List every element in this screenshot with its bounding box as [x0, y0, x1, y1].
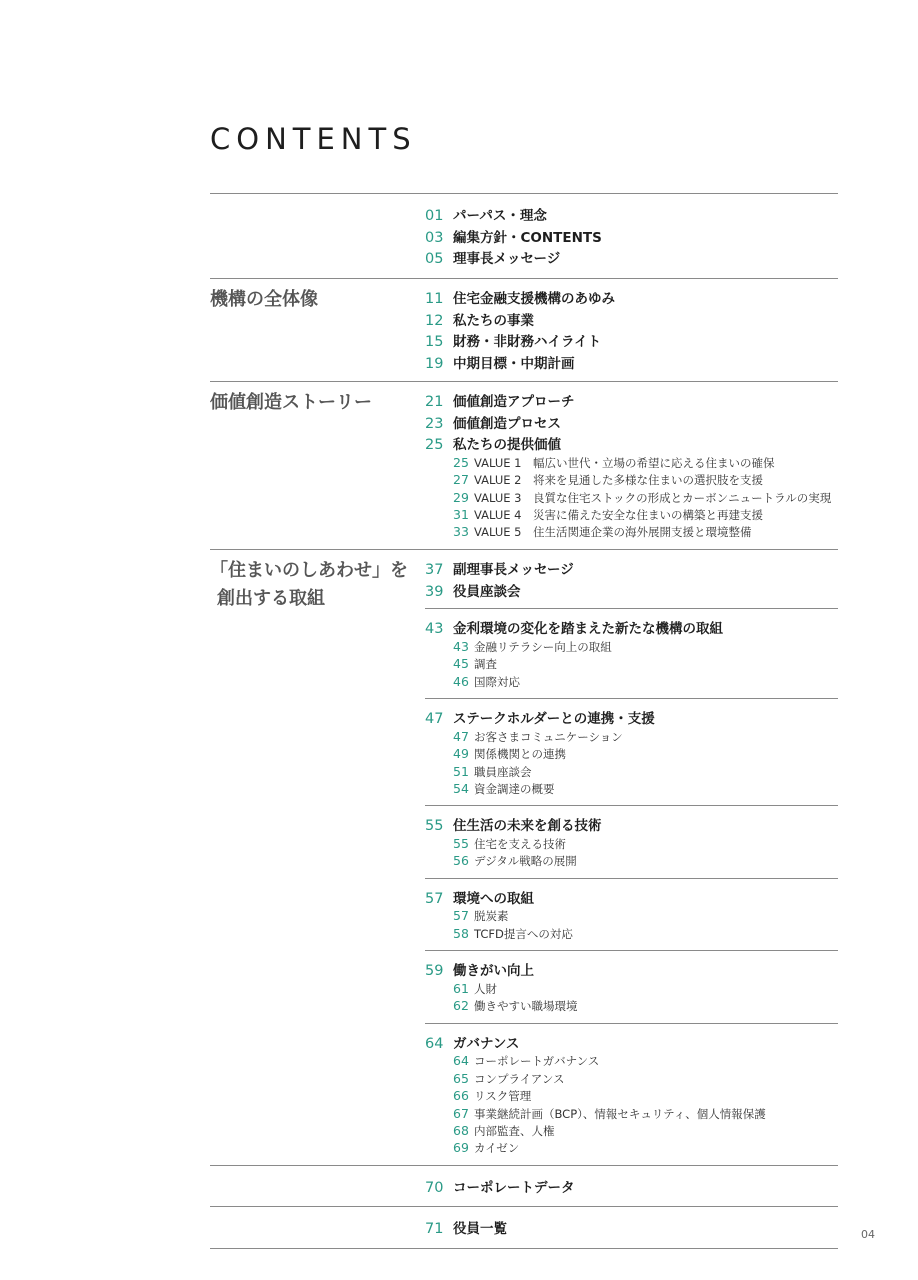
- page-ref: 05: [425, 251, 444, 268]
- toc-entry[interactable]: [425, 887, 838, 909]
- subentry-label: 脱炭素: [474, 909, 509, 924]
- section-title-line: 機構の全体像: [210, 289, 318, 311]
- subentry-label: 国際対応: [474, 674, 520, 689]
- toc-subentry[interactable]: [425, 836, 838, 853]
- entry-label: 財務・非財務ハイライト: [453, 334, 602, 351]
- subentry-label: コンプライアンス: [474, 1071, 565, 1086]
- page-ref: 12: [425, 312, 444, 329]
- entry-label: 役員一覧: [453, 1221, 507, 1238]
- toc-section: [210, 1165, 838, 1207]
- subentry-label: 働きやすい職場環境: [474, 999, 578, 1014]
- subentry-label: 内部監査、人権: [474, 1123, 555, 1138]
- section-title: [210, 550, 425, 1165]
- page-ref: 45: [453, 656, 469, 672]
- toc-group: [425, 698, 838, 805]
- toc-entry[interactable]: [425, 1217, 838, 1239]
- toc-entry[interactable]: [425, 226, 838, 248]
- section-title: [210, 1166, 425, 1207]
- entry-label: 金利環境の変化を踏まえた新たな機構の取組: [453, 621, 723, 638]
- page-ref: 43: [453, 638, 469, 654]
- toc-subentry[interactable]: [425, 656, 838, 673]
- toc-entry[interactable]: [425, 352, 838, 374]
- entry-label: 住宅金融支援機構のあゆみ: [453, 291, 615, 308]
- subentry-label: コーポレートガバナンス: [474, 1054, 600, 1069]
- page-ref: 37: [425, 561, 444, 578]
- table-of-contents: [210, 193, 838, 1249]
- page-ref: 19: [425, 356, 444, 373]
- page-ref: 67: [453, 1105, 469, 1121]
- page-ref: 57: [425, 890, 444, 907]
- toc-entry[interactable]: [425, 707, 838, 729]
- page-ref: 56: [453, 853, 469, 869]
- subentry-label: 住宅を支える技術: [474, 837, 566, 851]
- toc-group: [425, 194, 838, 278]
- page-ref: 58: [453, 925, 469, 941]
- toc-subentry[interactable]: [425, 998, 838, 1015]
- page-ref: 55: [425, 818, 444, 835]
- toc-group: [425, 279, 838, 381]
- page-ref: 11: [425, 291, 444, 308]
- entry-label: ガバナンス: [453, 1035, 520, 1052]
- toc-subentry[interactable]: [425, 674, 838, 691]
- subentry-label: 資金調達の概要: [474, 781, 555, 796]
- toc-entry[interactable]: [425, 814, 838, 836]
- toc-group: [425, 950, 838, 1022]
- entry-label: 住生活の未来を創る技術: [453, 818, 602, 835]
- entry-label: 働きがい向上: [453, 963, 534, 980]
- toc-group: [425, 1207, 838, 1248]
- entry-label: 副理事長メッセージ: [453, 561, 574, 578]
- entry-label: 私たちの提供価値: [453, 437, 561, 454]
- entry-label: パーパス・理念: [453, 208, 547, 224]
- page-ref: 23: [425, 415, 444, 432]
- toc-subentry[interactable]: [425, 639, 838, 656]
- page-ref: 43: [425, 621, 444, 638]
- toc-subentry[interactable]: [425, 729, 838, 746]
- subentry-label: VALUE 3 良質な住宅ストックの形成とカーボンニュートラルの実現: [474, 490, 832, 505]
- toc-section: [210, 381, 838, 549]
- subentry-label: お客さまコミュニケーション: [474, 729, 623, 744]
- page-ref: 47: [425, 711, 444, 728]
- page-ref: 65: [453, 1070, 469, 1086]
- entry-label: 環境への取組: [453, 890, 534, 907]
- toc-entry[interactable]: [425, 1176, 838, 1198]
- page-ref: 33: [453, 524, 469, 540]
- page-ref: 62: [453, 998, 469, 1014]
- page-ref: 29: [453, 489, 469, 505]
- page-ref: 31: [453, 507, 469, 523]
- subentry-label: VALUE 1 幅広い世代・立場の希望に応える住まいの確保: [474, 455, 775, 470]
- entry-label: コーポレートデータ: [453, 1179, 575, 1196]
- toc-subentry[interactable]: [425, 1088, 838, 1105]
- toc-group: [425, 1166, 838, 1207]
- page-ref: 01: [425, 208, 444, 224]
- page-ref: 57: [453, 908, 469, 924]
- page-ref: 64: [425, 1035, 444, 1052]
- subentry-label: TCFD提言への対応: [474, 926, 573, 941]
- page-ref: 61: [453, 980, 469, 996]
- page-ref: 46: [453, 673, 469, 689]
- entry-label: 価値創造アプローチ: [453, 393, 575, 410]
- toc-group: [425, 550, 838, 608]
- page-ref: 27: [453, 472, 469, 488]
- toc-entry[interactable]: [425, 1032, 838, 1054]
- page-ref: 68: [453, 1122, 469, 1138]
- entry-label: 中期目標・中期計画: [453, 356, 575, 373]
- toc-subentry[interactable]: [425, 472, 838, 489]
- entry-label: 役員座談会: [453, 583, 521, 600]
- page-ref: 55: [453, 836, 469, 851]
- page-ref: 51: [453, 763, 469, 779]
- subentry-label: VALUE 2 将来を見通した多様な住まいの選択肢を支援: [474, 473, 763, 488]
- toc-subentry[interactable]: [425, 490, 838, 507]
- toc-subentry[interactable]: [425, 1071, 838, 1088]
- page-ref: 59: [425, 963, 444, 980]
- toc-entry[interactable]: [425, 580, 838, 602]
- page-ref: 66: [453, 1088, 469, 1104]
- toc-subentry[interactable]: [425, 981, 838, 998]
- page-ref: 71: [425, 1221, 444, 1238]
- subentry-label: デジタル戦略の展開: [474, 854, 577, 869]
- toc-entry[interactable]: [425, 390, 838, 412]
- toc-entry[interactable]: [425, 204, 838, 226]
- section-title: [210, 382, 425, 549]
- subentry-label: VALUE 4 災害に備えた安全な住まいの構築と再建支援: [474, 508, 763, 523]
- toc-subentry[interactable]: [425, 908, 838, 925]
- toc-subentry[interactable]: [425, 1140, 838, 1157]
- page-ref: 54: [453, 780, 469, 796]
- toc-subentry[interactable]: [425, 926, 838, 943]
- entry-label: 価値創造プロセス: [453, 415, 561, 432]
- subentry-label: 職員座談会: [474, 764, 532, 779]
- page-ref: 03: [425, 229, 444, 246]
- page-ref: 70: [425, 1179, 444, 1196]
- toc-subentry[interactable]: [425, 1123, 838, 1140]
- toc-entry[interactable]: [425, 309, 838, 331]
- entry-label: 編集方針・CONTENTS: [453, 229, 602, 246]
- subentry-label: 金融リテラシー向上の取組: [474, 639, 612, 654]
- page-ref: 69: [453, 1140, 469, 1156]
- entry-label: ステークホルダーとの連携・支援: [453, 711, 655, 728]
- subentry-label: リスク管理: [474, 1089, 532, 1104]
- toc-entry[interactable]: [425, 287, 838, 309]
- toc-subentry[interactable]: [425, 746, 838, 763]
- toc-group: [425, 608, 838, 698]
- page-ref: 39: [425, 583, 444, 600]
- toc-subentry[interactable]: [425, 524, 838, 541]
- subentry-label: 人財: [474, 981, 497, 996]
- toc-section: [210, 549, 838, 1165]
- toc-section: [210, 278, 838, 381]
- toc-subentry[interactable]: [425, 1053, 838, 1070]
- toc-entry[interactable]: [425, 558, 838, 580]
- page-ref: 49: [453, 746, 469, 762]
- toc-subentry[interactable]: [425, 455, 838, 472]
- toc-section: [210, 193, 838, 278]
- subentry-label: 調査: [474, 657, 497, 672]
- page-title: CONTENTS: [210, 122, 417, 156]
- section-title-line: 創出する取組: [217, 587, 325, 609]
- page-ref: 47: [453, 728, 469, 744]
- section-title: [210, 1207, 425, 1248]
- toc-entry[interactable]: [425, 433, 838, 455]
- page-ref: 15: [425, 334, 444, 351]
- entry-label: 理事長メッセージ: [453, 251, 561, 268]
- toc-group: [425, 878, 838, 950]
- toc-group: [425, 805, 838, 877]
- section-title-line: 価値創造ストーリー: [210, 391, 372, 413]
- page-number: 04: [861, 1228, 875, 1241]
- toc-entry[interactable]: [425, 412, 838, 434]
- section-title: [210, 279, 425, 381]
- toc-group: [425, 1023, 838, 1165]
- toc-entry[interactable]: [425, 247, 838, 269]
- toc-subentry[interactable]: [425, 1106, 838, 1123]
- toc-subentry[interactable]: [425, 781, 838, 798]
- toc-subentry[interactable]: [425, 853, 838, 870]
- page-ref: 25: [425, 437, 444, 454]
- subentry-label: カイゼン: [474, 1141, 520, 1156]
- toc-subentry[interactable]: [425, 764, 838, 781]
- toc-subentry[interactable]: [425, 507, 838, 524]
- toc-section: [210, 1206, 838, 1249]
- subentry-label: 事業継続計画（BCP）、情報セキュリティ、個人情報保護: [474, 1106, 766, 1121]
- subentry-label: VALUE 5 住生活関連企業の海外展開支援と環境整備: [474, 525, 752, 540]
- section-title-line: 「住まいのしあわせ」を: [210, 559, 408, 581]
- toc-entry[interactable]: [425, 959, 838, 981]
- toc-entry[interactable]: [425, 617, 838, 639]
- page-ref: 25: [453, 454, 469, 470]
- section-title: [210, 194, 425, 278]
- toc-group: [425, 382, 838, 549]
- entry-label: 私たちの事業: [453, 312, 534, 329]
- page-ref: 21: [425, 393, 444, 410]
- subentry-label: 関係機関との連携: [474, 747, 566, 762]
- toc-entry[interactable]: [425, 330, 838, 352]
- page-ref: 64: [453, 1053, 469, 1069]
